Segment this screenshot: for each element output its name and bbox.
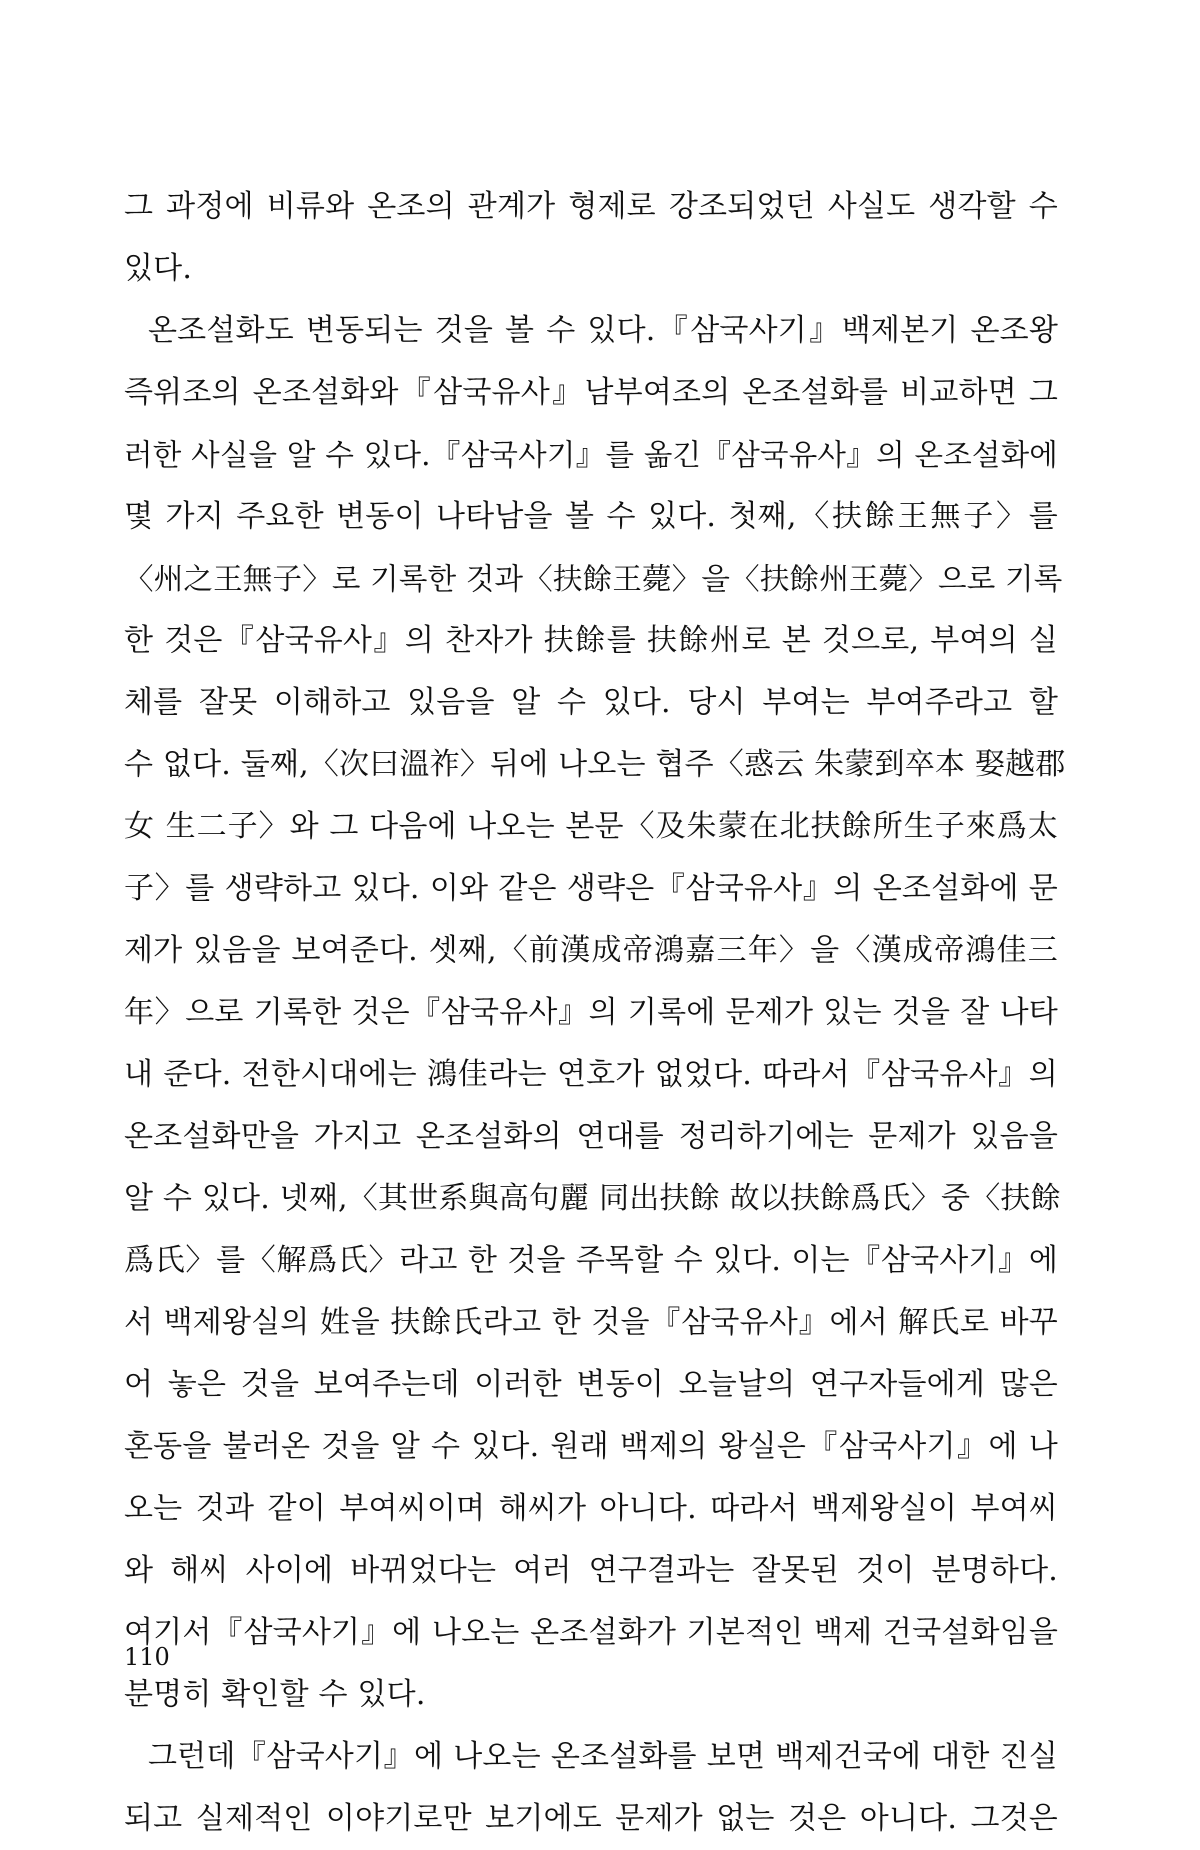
- text-line: 오는 것과 같이 부여씨이며 해씨가 아니다. 따라서 백제왕실이 부여씨: [124, 1491, 1058, 1526]
- text-line: 분명히 확인할 수 있다.: [124, 1677, 426, 1712]
- text-line: 되고 실제적인 이야기로만 보기에도 문제가 없는 것은 아니다. 그것은: [124, 1801, 1058, 1836]
- text-line: 와 해씨 사이에 바뀌었다는 여러 연구결과는 잘못된 것이 분명하다.: [124, 1553, 1058, 1588]
- text-line: 제가 있음을 보여준다. 셋째,〈前漢成帝鴻嘉三年〉을〈漢成帝鴻佳三: [124, 933, 1058, 968]
- text-line: 즉위조의 온조설화와『삼국유사』남부여조의 온조설화를 비교하면 그: [124, 375, 1058, 410]
- body-text: [124, 176, 1066, 1850]
- text-line: 爲氏〉를〈解爲氏〉라고 한 것을 주목할 수 있다. 이는『삼국사기』에: [124, 1243, 1058, 1278]
- page-number: 110: [124, 1643, 170, 1671]
- text-line: 그런데『삼국사기』에 나오는 온조설화를 보면 백제건국에 대한 진실: [148, 1739, 1058, 1774]
- text-line: 알 수 있다. 넷째,〈其世系與高句麗 同出扶餘 故以扶餘爲氏〉중〈扶餘: [124, 1181, 1061, 1216]
- text-line: 혼동을 불러온 것을 알 수 있다. 원래 백제의 왕실은『삼국사기』에 나: [124, 1429, 1058, 1464]
- text-line: 러한 사실을 알 수 있다.『삼국사기』를 옮긴『삼국유사』의 온조설화에: [124, 438, 1058, 472]
- text-line: 여기서『삼국사기』에 나오는 온조설화가 기본적인 백제 건국설화임을: [124, 1615, 1058, 1650]
- text-line: 子〉를 생략하고 있다. 이와 같은 생략은『삼국유사』의 온조설화에 문: [124, 871, 1058, 906]
- text-line: 온조설화도 변동되는 것을 볼 수 있다.『삼국사기』백제본기 온조왕: [148, 313, 1058, 348]
- text-line: 〈州之王無子〉로 기록한 것과〈扶餘王薨〉을〈扶餘州王薨〉으로 기록: [124, 562, 1063, 596]
- text-line: 女 生二子〉와 그 다음에 나오는 본문〈及朱蒙在北扶餘所生子來爲太: [124, 809, 1058, 844]
- text-line: 한 것은『삼국유사』의 찬자가 扶餘를 扶餘州로 본 것으로, 부여의 실: [124, 623, 1058, 658]
- text-line: 체를 잘못 이해하고 있음을 알 수 있다. 당시 부여는 부여주라고 할: [124, 685, 1058, 720]
- text-line: 내 준다. 전한시대에는 鴻佳라는 연호가 없었다. 따라서『삼국유사』의: [124, 1057, 1058, 1092]
- text-line: 온조설화만을 가지고 온조설화의 연대를 정리하기에는 문제가 있음을: [124, 1119, 1058, 1154]
- text-line: 서 백제왕실의 姓을 扶餘氏라고 한 것을『삼국유사』에서 解氏로 바꾸: [124, 1305, 1058, 1340]
- text-line: 있다.: [124, 251, 193, 286]
- text-line: 年〉으로 기록한 것은『삼국유사』의 기록에 문제가 있는 것을 잘 나타: [124, 995, 1058, 1030]
- text-line: 몇 가지 주요한 변동이 나타남을 볼 수 있다. 첫째,〈扶餘王無子〉를: [124, 499, 1058, 534]
- text-line: 어 놓은 것을 보여주는데 이러한 변동이 오늘날의 연구자들에게 많은: [124, 1367, 1058, 1402]
- text-line: 수 없다. 둘째,〈次曰溫祚〉뒤에 나오는 협주〈惑云 朱蒙到卒本 娶越郡: [124, 747, 1066, 782]
- text-line: 그 과정에 비류와 온조의 관계가 형제로 강조되었던 사실도 생각할 수: [124, 189, 1058, 224]
